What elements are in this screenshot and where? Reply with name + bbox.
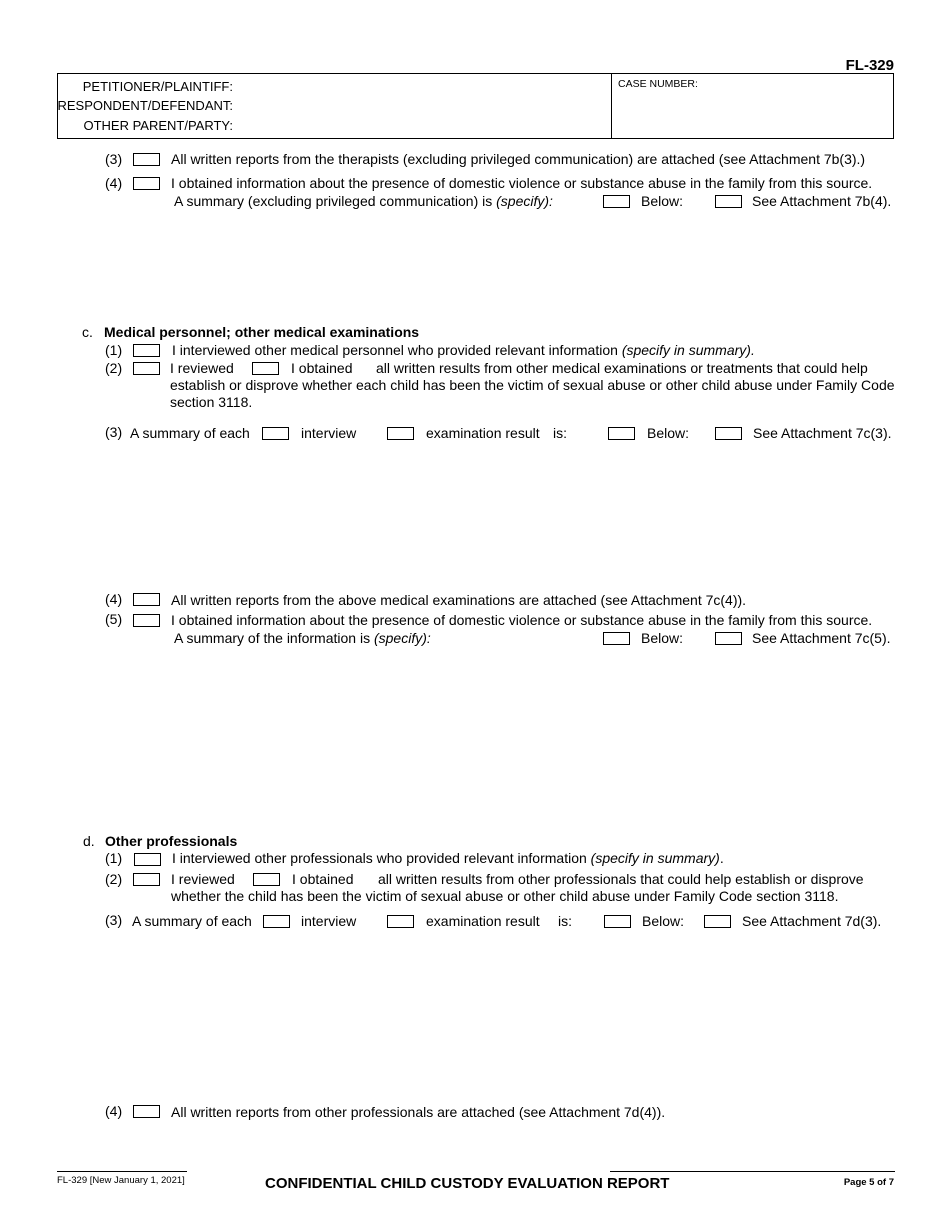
d4-text: All written reports from other professionals are attached (see Attachment 7d(4)).	[171, 1104, 666, 1120]
d1-checkbox[interactable]	[134, 853, 161, 866]
c3-attachment-checkbox[interactable]	[715, 427, 742, 440]
c1-specify: (specify in summary).	[621, 342, 755, 358]
c5-summary-text: A summary of the information is	[174, 630, 371, 646]
d1-period: .	[719, 850, 724, 866]
section-d-title: Other professionals	[105, 833, 238, 849]
section-c-title: Medical personnel; other medical examinations	[104, 324, 420, 340]
item-number: (1)	[105, 342, 123, 358]
d2-obtained-checkbox[interactable]	[253, 873, 280, 886]
b4-below-label: Below:	[641, 193, 684, 209]
b4-attachment-label: See Attachment 7b(4).	[752, 193, 892, 209]
petitioner-label: PETITIONER/PLAINTIFF:	[82, 79, 233, 94]
footer-rule-right	[610, 1171, 895, 1172]
c2-obtained-label: I obtained	[291, 360, 353, 376]
c5-attachment-checkbox[interactable]	[715, 632, 742, 645]
c4-checkbox[interactable]	[133, 593, 160, 606]
c2-text: all written results from other medical examinations or treatments that could help establish or disprove whether each child has been the victim of sexual abuse or other child abuse under Family Code section 3118.	[170, 360, 895, 410]
section-letter: c.	[82, 324, 93, 340]
d2-reviewed-checkbox[interactable]	[133, 873, 160, 886]
c3-exam-label: examination result	[426, 425, 540, 441]
c1-text	[172, 342, 755, 358]
caption-divider	[611, 74, 612, 138]
c5-checkbox[interactable]	[133, 614, 160, 627]
c1-text-main: I interviewed other medical personnel who provided relevant information	[172, 342, 618, 358]
c2-reviewed-label: I reviewed	[170, 360, 234, 376]
d2-reviewed-label: I reviewed	[171, 871, 235, 887]
c2-reviewed-checkbox[interactable]	[133, 362, 160, 375]
c5-specify: (specify):	[373, 630, 431, 646]
c3-interview-label: interview	[301, 425, 357, 441]
item-number: (3)	[105, 151, 123, 167]
c3-exam-checkbox[interactable]	[387, 427, 414, 440]
c3-attachment-label: See Attachment 7c(3).	[753, 425, 892, 441]
c1-checkbox[interactable]	[133, 344, 160, 357]
item-number: (4)	[105, 1103, 123, 1119]
d3-interview-label: interview	[301, 913, 357, 929]
section-letter: d.	[83, 833, 95, 849]
d3-attachment-label: See Attachment 7d(3).	[742, 913, 882, 929]
b4-below-checkbox[interactable]	[603, 195, 630, 208]
item-number: (3)	[105, 912, 123, 928]
c5-below-checkbox[interactable]	[603, 632, 630, 645]
d2-text-line1: all written results from other professionals that could help establish or disprove	[378, 871, 864, 887]
b4-specify: (specify):	[496, 193, 553, 209]
form-revision: FL-329 [New January 1, 2021]	[57, 1175, 185, 1186]
d3-is-label: is:	[558, 913, 572, 929]
c3-summary-label: A summary of each	[130, 425, 250, 441]
b4-text: I obtained information about the presence of domestic violence or substance abuse in the family from this source.	[171, 175, 873, 191]
page-number: Page 5 of 7	[843, 1177, 894, 1188]
b4-summary-text: A summary (excluding privileged communication) is	[174, 193, 493, 209]
c5-text: I obtained information about the presence of domestic violence or substance abuse in the family from this source.	[171, 612, 873, 628]
item-number: (1)	[105, 850, 123, 866]
case-caption-box	[57, 73, 894, 139]
case-number-label: CASE NUMBER:	[618, 78, 698, 90]
c3-interview-checkbox[interactable]	[262, 427, 289, 440]
d4-checkbox[interactable]	[133, 1105, 160, 1118]
b4-attachment-checkbox[interactable]	[715, 195, 742, 208]
c5-below-label: Below:	[641, 630, 684, 646]
item-number: (2)	[105, 871, 123, 887]
d1-specify: (specify in summary)	[590, 850, 720, 866]
d3-exam-checkbox[interactable]	[387, 915, 414, 928]
form-number: FL-329	[845, 57, 894, 74]
item-number: (4)	[105, 591, 123, 607]
d2-obtained-label: I obtained	[292, 871, 354, 887]
d3-below-checkbox[interactable]	[604, 915, 631, 928]
d3-interview-checkbox[interactable]	[263, 915, 290, 928]
c3-below-checkbox[interactable]	[608, 427, 635, 440]
d3-summary-label: A summary of each	[132, 913, 252, 929]
respondent-label: RESPONDENT/DEFENDANT:	[57, 98, 233, 113]
b3-text: All written reports from the therapists (excluding privileged communication) are attached (see Attachment 7b(3).)	[171, 151, 866, 167]
item-number: (4)	[105, 175, 123, 191]
d2-text-line2: whether the child has been the victim of sexual abuse or other child abuse under Family Code section 3118.	[171, 888, 839, 904]
footer-title: CONFIDENTIAL CHILD CUSTODY EVALUATION REPORT	[265, 1175, 670, 1192]
c5-summary-label	[174, 630, 431, 646]
d1-text	[172, 850, 724, 866]
c3-is-label: is:	[553, 425, 567, 441]
d3-below-label: Below:	[642, 913, 685, 929]
item-number: (2)	[105, 360, 123, 376]
c3-below-label: Below:	[647, 425, 690, 441]
b4-checkbox[interactable]	[133, 177, 160, 190]
other-parent-label: OTHER PARENT/PARTY:	[83, 118, 233, 133]
c5-attachment-label: See Attachment 7c(5).	[752, 630, 891, 646]
d1-text-main: I interviewed other professionals who provided relevant information	[172, 850, 587, 866]
item-number: (5)	[105, 611, 123, 627]
b3-checkbox[interactable]	[133, 153, 160, 166]
footer-rule-left	[57, 1171, 187, 1172]
d3-attachment-checkbox[interactable]	[704, 915, 731, 928]
d3-exam-label: examination result	[426, 913, 540, 929]
b4-summary-label	[174, 193, 553, 209]
c4-text: All written reports from the above medical examinations are attached (see Attachment 7c(4)).	[171, 592, 747, 608]
item-number: (3)	[105, 424, 123, 440]
